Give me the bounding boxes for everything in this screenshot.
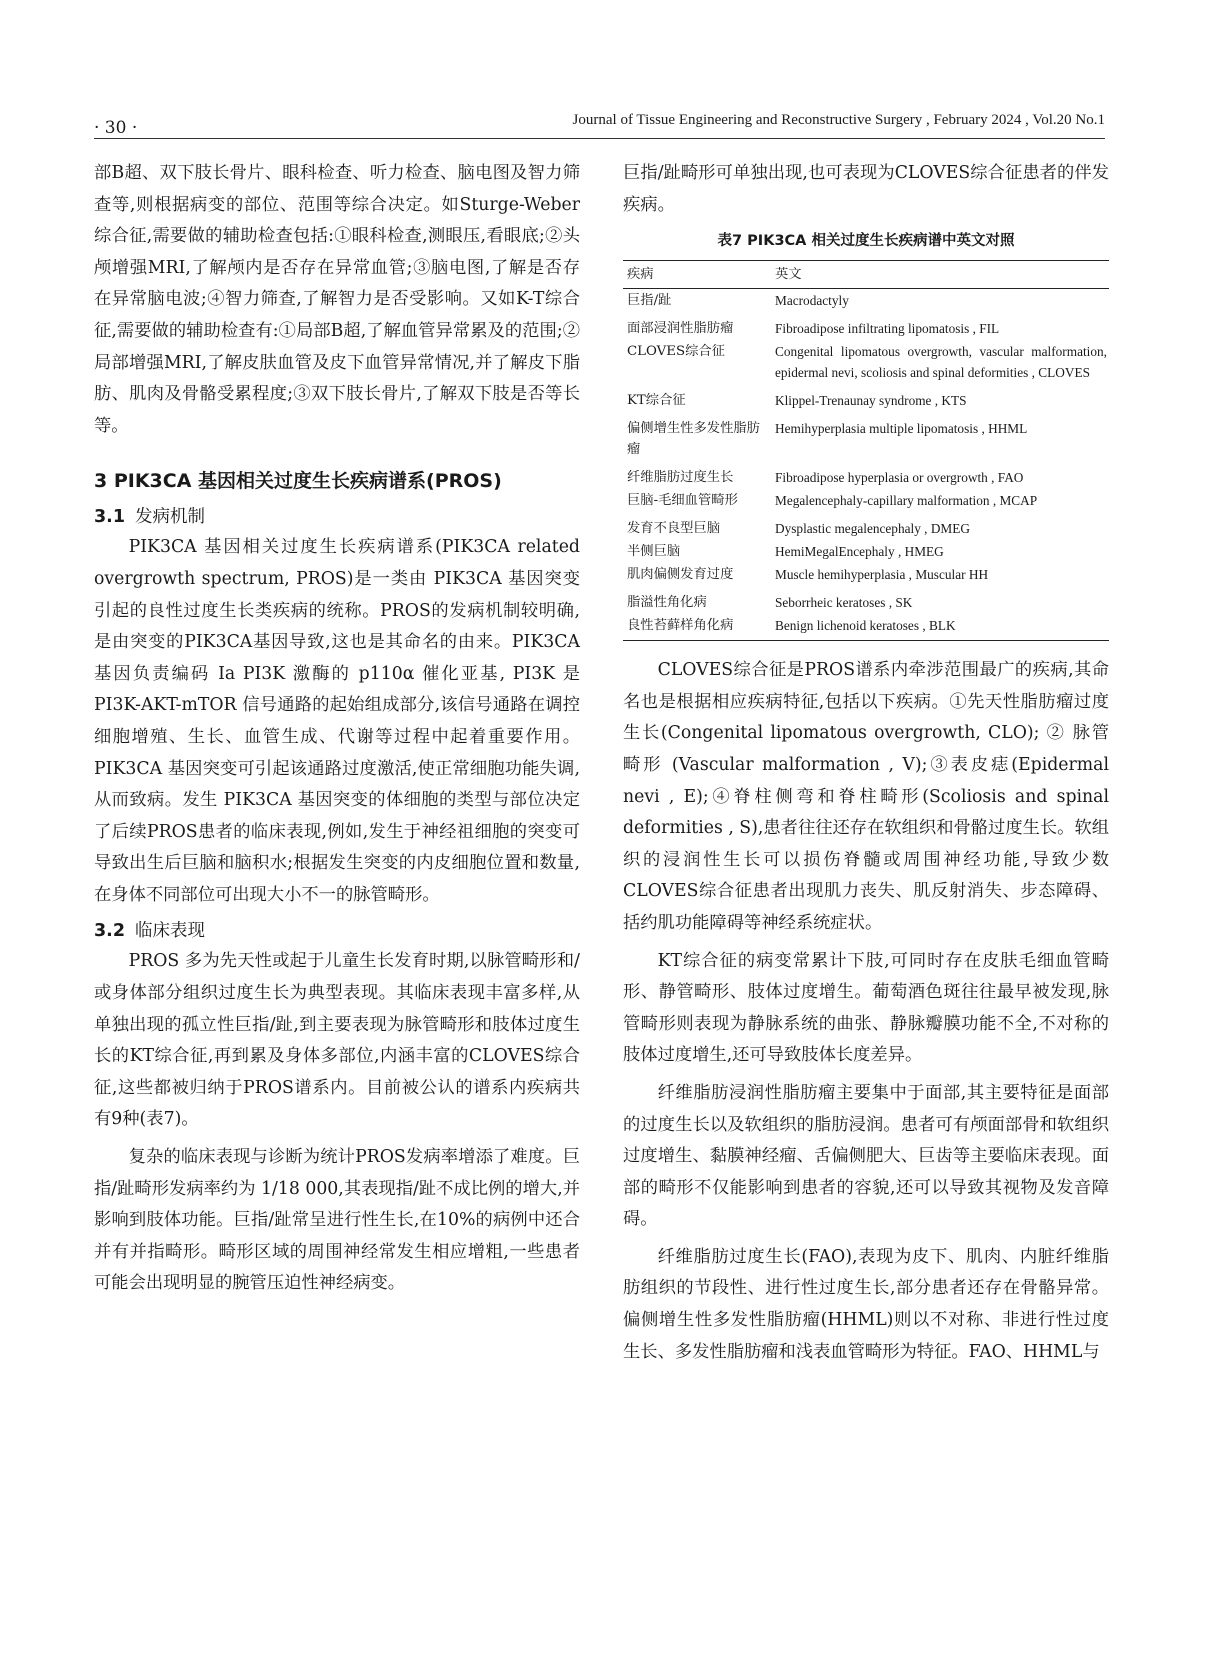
table-cell-disease: 发育不良型巨脑 [627,521,721,537]
table-cell-disease: 面部浸润性脂肪瘤 [627,321,734,337]
table-cell-english: Klippel-Trenaunay syndrome , KTS [775,393,967,409]
table-row [623,512,1109,540]
table-cell-english: Dysplastic megalencephaly , DMEG [775,521,970,537]
subsection-number: 3.1 [94,507,126,528]
table-cell-english: Fibroadipose hyperplasia or overgrowth , FAO [775,470,1024,486]
table-row [623,340,1109,384]
table-cell-disease: 脂溢性角化病 [627,595,707,611]
table-cell-disease: 良性苔藓样角化病 [623,614,771,641]
table-row [623,489,1109,512]
paragraph-macrodactyly: 巨指/趾畸形可单独出现,也可表现为CLOVES综合征患者的伴发疾病。 [623,163,1109,215]
right-column [623,158,1109,1368]
subsection-number: 3.2 [94,921,126,942]
page-number: · 30 · [94,118,138,138]
subsection-heading-3-2 [94,917,580,942]
table-caption: 表7 PIK3CA 相关过度生长疾病谱中英文对照 [717,233,1015,250]
table-cell-english: Benign lichenoid keratoses , BLK [771,614,1109,641]
table-cell-english: Megalencephaly-capillary malformation , MCAP [775,493,1038,509]
table-cell-english: Congenital lipomatous overgrowth, vascular malformation, epidermal nevi, scoliosis and spinal deformities , CLOVES [775,344,1107,381]
paragraph-cloves: CLOVES综合征是PROS谱系内牵涉范围最广的疾病,其命名也是根据相应疾病特征,包括以下疾病。①先天性脂肪瘤过度生长(Congenital lipomatous overgrowth, CLO); ② 脉管畸形 (Vascular malformation , V);③表皮痣(Epidermal nevi , E);④脊柱侧弯和脊柱畸形(Scoliosis and spinal deformities , S),患者往往还存在软组织和骨骼过度生长。软组织的浸润性生长可以损伤脊髓或周围神经功能,导致少数CLOVES综合征患者出现肌力丧失、肌反射消失、步态障碍、括约肌功能障碍等神经系统症状。 [623,660,1110,933]
table-row [623,563,1109,586]
table-cell-english: Hemihyperplasia multiple lipomatosis , HHML [775,421,1028,437]
table-row [623,461,1109,489]
header-rule [94,138,1105,139]
table-cell-english: HemiMegalEncephaly , HMEG [775,544,944,560]
table-row [623,312,1109,340]
paragraph-kts: KT综合征的病变常累计下肢,可同时存在皮肤毛细血管畸形、静管畸形、肢体过度增生。葡萄酒色斑往往最早被发现,脉管畸形则表现为静脉系统的曲张、静脉瓣膜功能不全,不对称的肢体过度增生,还可导致肢体长度差异。 [623,950,1109,1066]
subsection-heading-3-1 [94,503,580,528]
table-cell-disease: KT综合征 [627,393,686,409]
pros-disease-table [623,260,1109,641]
table-cell-disease: 巨脑-毛细血管畸形 [627,493,738,509]
paragraph-fao: 纤维脂肪过度生长(FAO),表现为皮下、肌肉、内脏纤维脂肪组织的节段性、进行性过度生长,部分患者还存在骨骼异常。偏侧增生性多发性脂肪瘤(HHML)则以不对称、非进行性过度生长、多发性脂肪瘤和浅表血管畸形为特征。FAO、HHML与 [623,1246,1109,1362]
subsection-title: 发病机制 [135,507,206,528]
table-row [623,614,1109,641]
paragraph-clinical: PROS 多为先天性或起于儿童生长发育时期,以脉管畸形和/或身体部分组织过度生长为典型表现。其临床表现丰富多样,从单独出现的孤立性巨指/趾,到主要表现为脉管畸形和肢体过度生长的KT综合征,再到累及身体多部位,内涵丰富的CLOVES综合征,这些都被归纳于PROS谱系内。目前被公认的谱系内疾病共有9种(表7)。 [94,951,580,1130]
table-cell-english: Macrodactyly [775,293,849,309]
table-cell-disease: 半侧巨脑 [627,544,681,560]
table-row [623,540,1109,563]
table-header-disease: 疾病 [623,261,771,289]
section-heading-3: 3 PIK3CA 基因相关过度生长疾病谱系(PROS) [94,470,502,493]
table-cell-disease: 偏侧增生性多发性脂肪瘤 [627,421,760,458]
table-cell-disease: 肌肉偏侧发育过度 [627,567,734,583]
table-cell-disease: 纤维脂肪过度生长 [627,470,734,486]
paragraph-pathogenesis: PIK3CA 基因相关过度生长疾病谱系(PIK3CA related overgrowth spectrum, PROS)是一类由 PIK3CA 基因突变引起的良性过度生长类疾病的统称。PROS的发病机制较明确,是由突变的PIK3CA基因导致,这也是其命名的由来。PIK3CA 基因负责编码 Ia PI3K 激酶的 p110α 催化亚基, PI3K 是 PI3K-AKT-mTOR 信号通路的起始组成部分,该信号通路在调控细胞增殖、生长、血管生成、代谢等过程中起着重要作用。PIK3CA 基因突变可引起该通路过度激活,使正常细胞功能失调,从而致病。发生 PIK3CA 基因突变的体细胞的类型与部位决定了后续PROS患者的临床表现,例如,发生于神经祖细胞的突变可导致出生后巨脑和脑积水;根据发生突变的内皮细胞位置和数量,在身体不同部位可出现大小不一的脉管畸形。 [94,537,580,905]
table-cell-english: Seborrheic keratoses , SK [775,595,913,611]
table-row [623,412,1109,461]
table-cell-english: Muscle hemihyperplasia , Muscular HH [775,567,989,583]
table-header-row [623,261,1109,289]
table-cell-disease: 巨指/趾 [627,293,672,309]
subsection-title: 临床表现 [135,921,206,942]
left-column [94,158,580,1300]
table-header-english: 英文 [771,261,1109,289]
paragraph-fil: 纤维脂肪浸润性脂肪瘤主要集中于面部,其主要特征是面部的过度生长以及软组织的脂肪浸润。患者可有颅面部骨和软组织过度增生、黏膜神经瘤、舌偏侧肥大、巨齿等主要临床表现。面部的畸形不仅能影响到患者的容貌,还可以导致其视物及发音障碍。 [623,1082,1109,1230]
table-cell-disease: CLOVES综合征 [627,344,725,360]
journal-running-head: Journal of Tissue Engineering and Reconstructive Surgery , February 2024 , Vol.20 No.1 [572,112,1105,128]
table-row [623,289,1109,313]
table-row [623,384,1109,412]
table-cell-english: Fibroadipose infiltrating lipomatosis , FIL [775,321,1000,337]
table-row [623,586,1109,614]
paragraph-incidence: 复杂的临床表现与诊断为统计PROS发病率增添了难度。巨指/趾畸形发病率约为 1/18 000,其表现指/趾不成比例的增大,并影响到肢体功能。巨指/趾常呈进行性生长,在10%的病例中还合并有并指畸形。畸形区域的周围神经常发生相应增粗,一些患者可能会出现明显的腕管压迫性神经病变。 [94,1147,580,1294]
paragraph-aux-exams: 部B超、双下肢长骨片、眼科检查、听力检查、脑电图及智力筛查等,则根据病变的部位、范围等综合决定。如Sturge-Weber综合征,需要做的辅助检查包括:①眼科检查,测眼压,看眼底;②头颅增强MRI,了解颅内是否存在异常血管;③脑电图,了解是否存在异常脑电波;④智力筛查,了解智力是否受影响。又如K-T综合征,需要做的辅助检查有:①局部B超,了解血管异常累及的范围;②局部增强MRI,了解皮肤血管及皮下血管异常情况,并了解皮下脂肪、肌肉及骨骼受累程度;③双下肢长骨片,了解双下肢是否等长等。 [94,163,580,436]
